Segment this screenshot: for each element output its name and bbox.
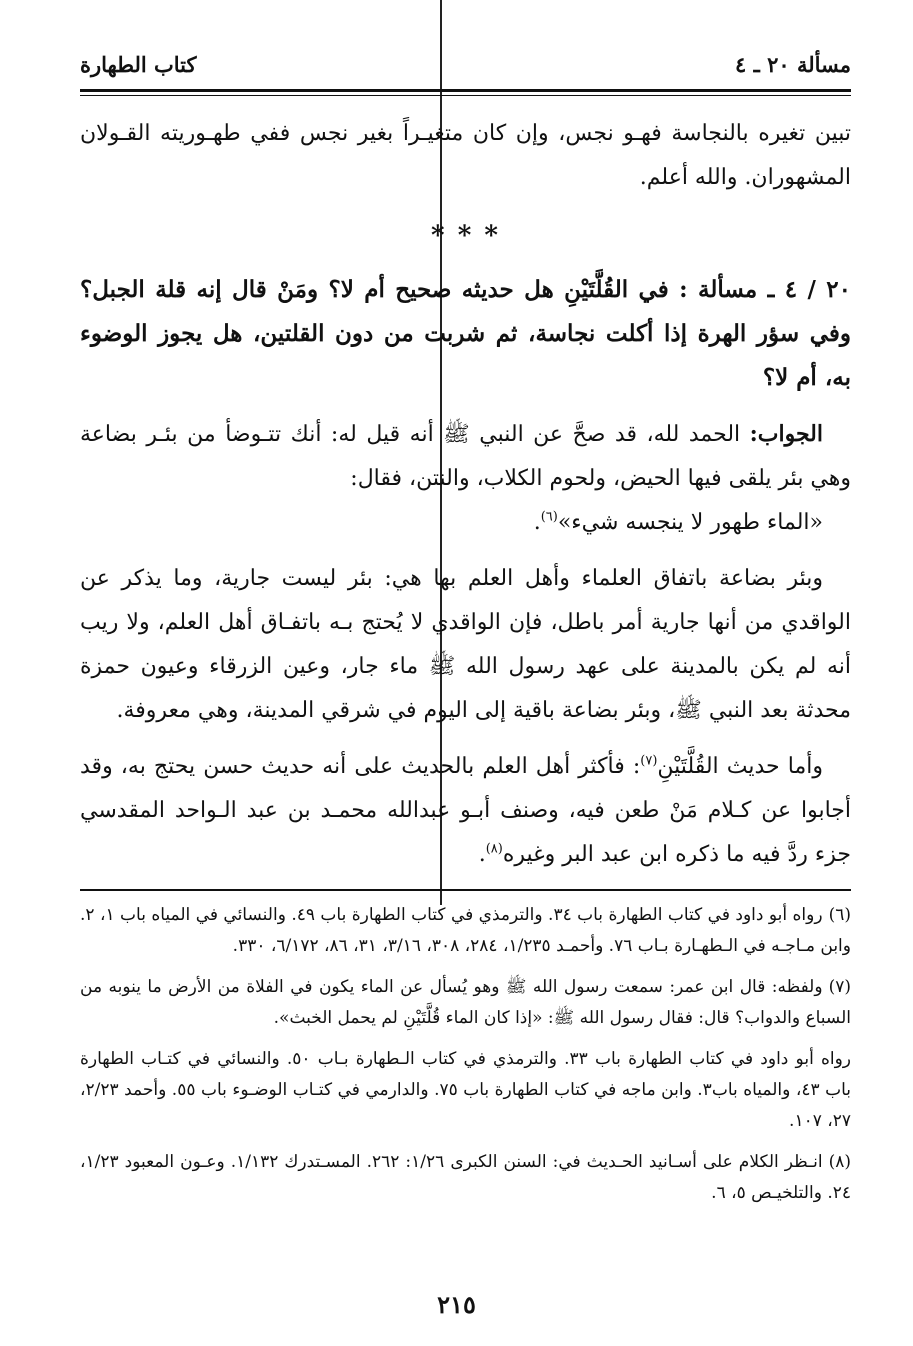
header-rule-thin bbox=[80, 95, 851, 96]
footnote-number: (٧) bbox=[828, 977, 851, 997]
footnote-item bbox=[80, 972, 851, 1034]
question-label: ٢٠ / ٤ ـ مسألة : bbox=[679, 276, 852, 303]
paragraph-qullatayn bbox=[80, 745, 851, 877]
section-separator: * * * bbox=[431, 221, 500, 251]
header-rule-thick bbox=[80, 89, 851, 92]
footnote-number: (٦) bbox=[828, 905, 851, 925]
footnote-item bbox=[80, 1044, 851, 1137]
qullatayn-text: : فأكثر أهل العلم بالحديث على أنه حديث حسن يحتج به، وقد أجابوا عن كـلام مَنْ طعن فيه، وصنف أبـو عبدالله محمـد بن عبد الـواحد المقدسي جزء ردَّ فيه ما ذكره ابن عبد البر وغيره bbox=[80, 754, 851, 867]
question-text: في القُلَّتَيْنِ هل حديثه صحيح أم لا؟ ومَنْ قال إنه قلة الجبل؟ وفي سؤر الهرة إذا أكلت نجاسة، ثم شربت من دون القلتين، هل يجوز الوضوء به، أم لا؟ bbox=[80, 276, 851, 391]
answer-paragraph bbox=[80, 412, 851, 501]
hadith-text: «الماء طهور لا ينجسه شيء» bbox=[557, 510, 823, 535]
footnote-text: انـظر الكلام على أسـانيد الحـديث في: السنن الكبرى ١/٢٦: ٢٦٢. المسـتدرك ١/١٣٢. وعـون المعبود ١/٢٣، ٢٤. والتلخيـص ٥، ٦. bbox=[80, 1152, 851, 1203]
page-number: ٢١٥ bbox=[437, 1290, 476, 1319]
running-header bbox=[80, 46, 851, 82]
header-section-number: مسألة ٢٠ ـ ٤ bbox=[735, 51, 851, 77]
footnote-ref-6[interactable]: (٦) bbox=[540, 509, 558, 525]
footnote-text: رواه أبو داود في كتاب الطهارة باب ٣٣. والترمذي في كتاب الـطهارة بـاب ٥٠. والنسائي في كتـاب الطهارة باب ٤٣، والمياه باب٣. وابن ماجه في كتاب الطهارة باب ٧٥. والدارمي في كتـاب الوضـوء باب ٥٥. وأحمد ٢/٢٣، ٢٧، ١٠٧. bbox=[80, 1049, 852, 1131]
footnote-number: (٨) bbox=[828, 1152, 851, 1172]
footnote-item bbox=[80, 900, 851, 962]
footnote-ref-8[interactable]: (٨) bbox=[485, 841, 503, 857]
footnote-item bbox=[80, 1147, 851, 1209]
main-text bbox=[80, 112, 851, 877]
footnote-separator bbox=[80, 889, 851, 891]
hadith-quote: «الماء طهور لا ينجسه شيء»$^{(٦)}$. bbox=[533, 509, 823, 535]
footnote-ref-7[interactable]: (٧) bbox=[640, 753, 658, 769]
footnote-text: رواه أبو داود في كتاب الطهارة باب ٣٤. والترمذي في كتاب الطهارة باب ٤٩. والنسائي في المياه باب ١، ٢. وابن مـاجـه في الـطهـارة بـاب ٧٦. وأحمـد ١/٢٣٥، ٢٨٤، ٣٠٨، ٣/١٦، ٣١، ٨٦، ٦/١٧٢، ٣٣٠. bbox=[80, 905, 851, 956]
qullatayn-end: . bbox=[478, 842, 486, 867]
paragraph-intro: تبين تغيره بالنجاسة فهـو نجس، وإن كان متغيـراً بغير نجس ففي طهـوريته القـولان المشهوران. والله أعلم. bbox=[80, 121, 851, 190]
footnote-text: ولفظه: قال ابن عمر: سمعت رسول الله ﷺ وهو يُسأل عن الماء يكون في الفلاة من الأرض ما ينوبه من السباع والدواب؟ قال: فقال رسول الله ﷺ: «إذا كان الماء قُلَّتَيْنِ لم يحمل الخبث». bbox=[80, 977, 851, 1028]
footnotes bbox=[80, 900, 851, 1219]
answer-label: الجواب: bbox=[749, 421, 823, 447]
question-paragraph bbox=[80, 268, 851, 400]
qullatayn-lead: وأما حديث القُلَّتَيْنِ bbox=[657, 754, 823, 779]
paragraph-budaa-well: وبئر بضاعة باتفاق العلماء وأهل العلم بها هي: بئر ليست جارية، وما يذكر عن الواقدي من أنها جارية أمر باطل، فإن الواقدي لا يُحتج بـه باتفـاق أهل العلم، ولا ريب أنه لم يكن بالمدينة على عهد رسول الله ﷺ ماء جار، وعين الزرقاء وعيون حمزة محدثة بعد النبي ﷺ، وبئر بضاعة باقية إلى اليوم في شرقي المدينة، وهي معروفة. bbox=[80, 566, 851, 723]
answer-text: الحمد لله، قد صحَّ عن النبي ﷺ أنه قيل له: أنك تتـوضأ من بئـر بضاعة وهي بئر يلقى فيها الحيض، ولحوم الكلاب، والنتن، فقال: bbox=[80, 422, 851, 491]
header-book-title: كتاب الطهارة bbox=[80, 51, 197, 77]
